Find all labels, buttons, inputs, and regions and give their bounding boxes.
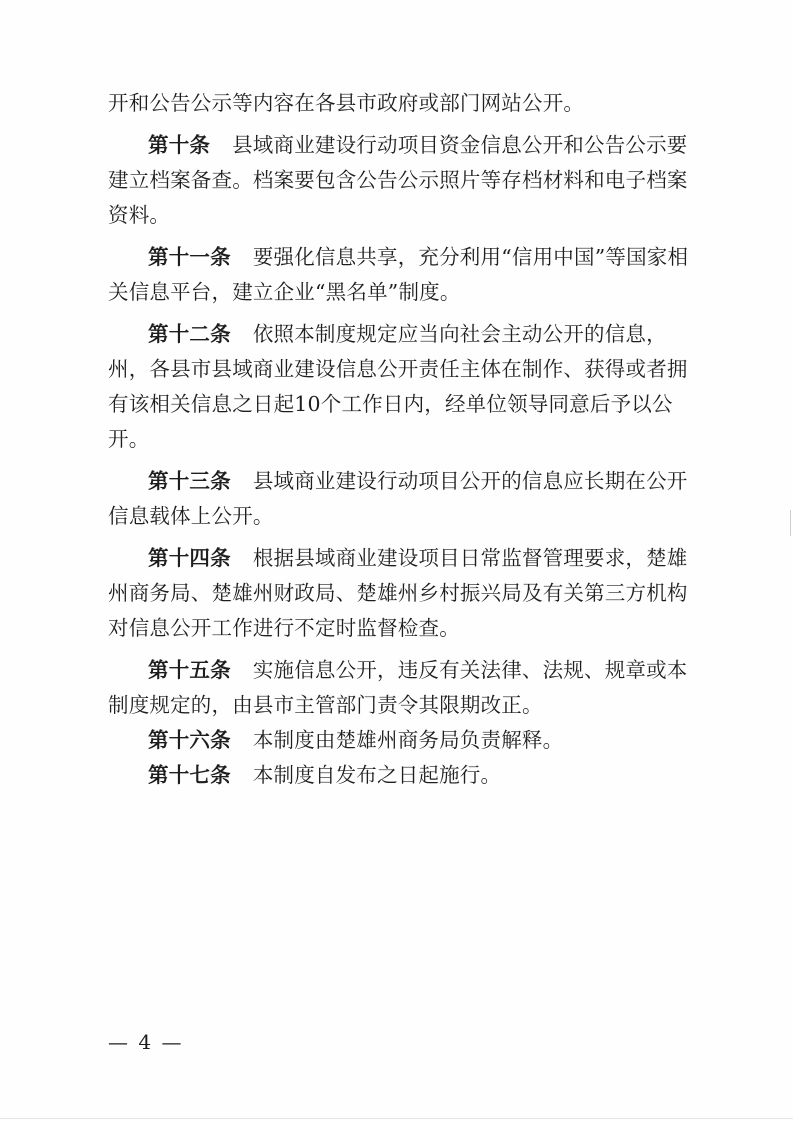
article-text: 本制度由楚雄州商务局负责解释。: [252, 728, 564, 752]
article-number: 第十六条: [148, 728, 231, 752]
lead-paragraph: 开和公告公示等内容在各县市政府或部门网站公开。: [108, 91, 585, 115]
article-text: 实施信息公开，违反有关法律、法规、规章或本制度规定的，由县市主管部门责令其限期改正。: [108, 658, 688, 717]
article-number: 第十五条: [148, 658, 231, 682]
article-number: 第十一条: [148, 245, 231, 269]
article-text: 要强化信息共享，充分利用“信用中国”等国家相关信息平台，建立企业“黑名单”制度。: [108, 245, 689, 304]
article-15: [108, 653, 691, 723]
article-number: 第十二条: [148, 322, 231, 346]
article-11: [108, 240, 691, 310]
article-text: 依照本制度规定应当向社会主动公开的信息，州，各县市县域商业建设信息公开责任主体在制作、获得或者拥有该相关信息之日起10个工作日内，经单位领导同意后予以公开。: [108, 322, 688, 451]
article-text: 根据县域商业建设项目日常监督管理要求，楚雄州商务局、楚雄州财政局、楚雄州乡村振兴局及有关第三方机构对信息公开工作进行不定时监督检查。: [108, 546, 688, 640]
scan-edge-mark: [790, 510, 791, 536]
article-12: [108, 317, 691, 457]
article-number: 第十七条: [148, 763, 231, 787]
article-14: [108, 541, 691, 646]
document-body: [108, 86, 691, 793]
article-number: 第十条: [148, 133, 211, 157]
page-number: — 4 —: [108, 1030, 184, 1054]
article-text: 县域商业建设行动项目公开的信息应长期在公开信息载体上公开。: [108, 469, 688, 528]
article-17: [108, 758, 691, 793]
article-text: 本制度自发布之日起施行。: [252, 763, 502, 787]
article-13: [108, 464, 691, 534]
article-number: 第十四条: [148, 546, 231, 570]
article-16: [108, 723, 691, 758]
article-text: 县域商业建设行动项目资金信息公开和公告公示要建立档案备查。档案要包含公告公示照片等存档材料和电子档案资料。: [108, 133, 688, 227]
scan-bottom-edge: [0, 1118, 793, 1119]
article-number: 第十三条: [148, 469, 231, 493]
article-10: [108, 128, 691, 233]
